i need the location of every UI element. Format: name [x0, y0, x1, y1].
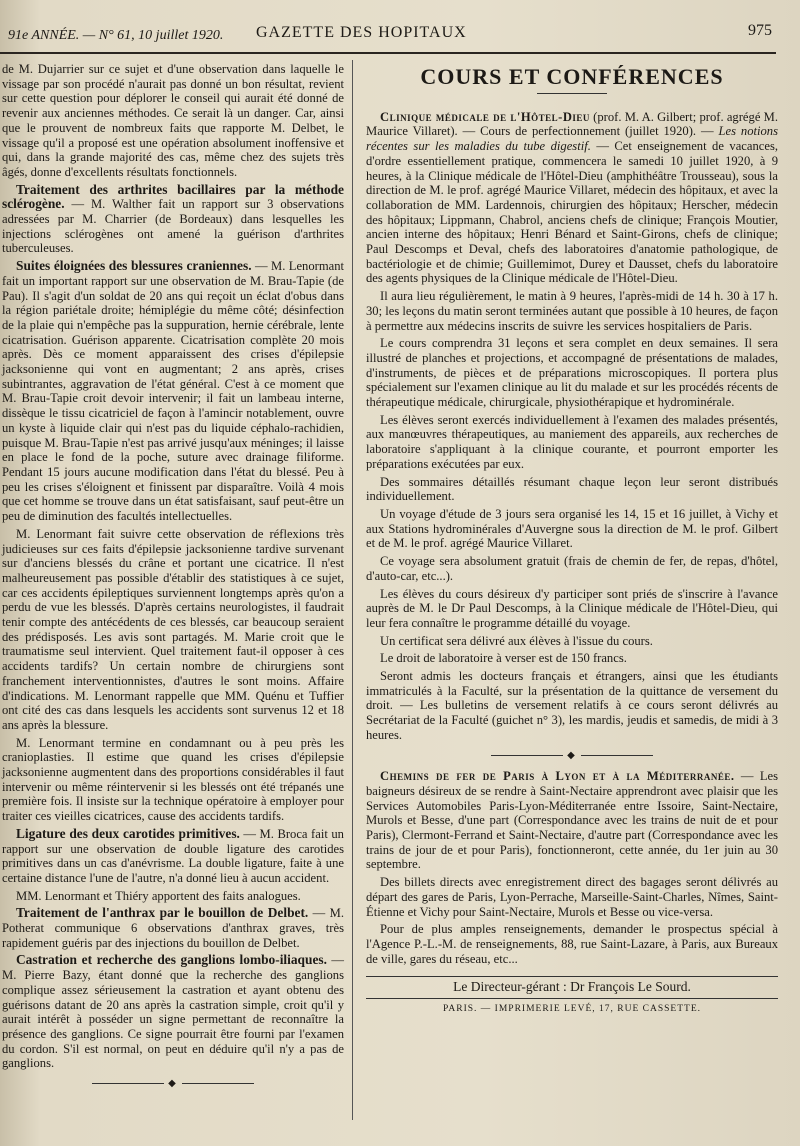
right-column [366, 62, 778, 1017]
section-carotides [2, 827, 344, 886]
clinique-details: — Cet enseignement de vacances, d'ordre essentiellement pratique, commencera le samedi 10 juillet 1920, à 9 heures, à la Clinique médicale de l'Hôtel-Dieu (amphithéâtre Trousseau), sous la direction de M. le prof. agrégé Maurice Villaret, médecin des hôpitaux, et avec la collaboration de MM. Lardennois, chirurgien des hôpitaux; Herscher, médecin des hôpitaux; Lippmann, Chabrol, anciens chefs de clinique; François Moutier, ancien interne des hôpitaux; Henri Bénard et Saint-Girons, chefs de clinique; Paul Descomps et Deval, chefs des laboratoires d'anatomie pathologique, de bactériologie et de chimie; Guillemimot, Durey et Dausset, chefs du laboratoire des agents physiques de la Clinique médicale de l'Hôtel-Dieu. [366, 139, 778, 286]
section-heading: Ligature des deux carotides primitives. [16, 825, 240, 841]
paragraph-renseignements: Pour de plus amples renseignements, demander le prospectus spécial à l'Agence P.-L.-M. de renseignements, 88, rue Saint-Lazare, à Paris, aux Bureaux de ville, gares du réseau, etc... [366, 922, 778, 966]
paragraph-lenormant: M. Lenormant fait suivre cette observation de réflexions très judicieuses sur ces faits d'épilepsie jacksonienne tardive survenant sur d'anciens blessés du crâne et portant une cicatrice. Il n'est malheureusement pas possible d'établir des statistiques à ce sujet, car ces accidents épileptiques surviennent longtemps après qu'on a perdu de vue les blessés. D'après certains neurologistes, il faudrait tenir compte des antécédents de ces blessés, car beaucoup seraient des prédisposés. Les avis sont partagés. M. Marie croit que le traumatisme seul intervient. Quel traitement faut-il opposer à ces accidents tardifs? Un certain nombre de chirurgiens sont franchement interventionnistes, d'autres le sont moins. Affaire d'indications. M. Lenormant rappelle que MM. Quénu et Tuffier ont cité des cas dans lesquels les accidents sont survenus 12 et 18 ans après la blessure. [2, 526, 344, 732]
page-number: 975 [748, 22, 772, 39]
section-heading: Traitement des arthrites bacillaires par la méthode sclérogène. [2, 181, 344, 212]
end-ornament: ◆ [2, 1077, 344, 1092]
paragraph-certificat: Un certificat sera délivré aux élèves à l'issue du cours. [380, 633, 653, 648]
director-signature: Le Directeur-gérant : Dr François Le Sourd. [366, 976, 778, 999]
journal-title: GAZETTE DES HOPITAUX [256, 24, 467, 41]
section-text: — M. Walther fait un rapport sur 3 observations adressées par M. Charrier (de Bordeaux) dans lesquelles les injections sclérogènes ont amené la guérison d'arthrites tuberculeuses. [2, 197, 344, 256]
railway-announcement [366, 769, 778, 872]
page-header [0, 0, 800, 56]
left-column [2, 62, 344, 1098]
paragraph-billets: Des billets directs avec enregistrement direct des bagages seront délivrés au départ des gares de Paris, Lyon-Perrache, Marseille-Saint-Charles, Nîmes, Saint-Étienne et Vichy pour Saint-Nectaire, Murols et Besse ou vice-versa. [366, 875, 778, 919]
section-anthrax [2, 906, 344, 950]
section-ornament: ◆ [366, 749, 778, 764]
course-topic: Les notions récentes sur les maladies du tube digestif. [366, 124, 778, 154]
section-heading: Suites éloignées des blessures craniennes. [16, 258, 252, 274]
paragraph-sommaires: Des sommaires détaillés résumant chaque leçon leur seront distribués individuellement. [366, 474, 778, 504]
paragraph-lecons: Le cours comprendra 31 leçons et sera complet en deux semaines. Il sera illustré de planches et projections, et accompagné de présentations de malades, d'instruments, de pièces et de préparations microscopiques. Il portera plus spécialement sur l'examen clinique au lit du malade et sur les procédés récents de thérapeutique médicale, chirurgicale, physiothérapique et hydrominérale. [366, 336, 778, 410]
railway-text: — Les baigneurs désireux de se rendre à Saint-Nectaire apprendront avec plaisir que les Services Automobiles Paris-Lyon-Méditerranée entre Issoire, Saint-Nectaire, Murols et Besse, d'une part (Correspondance avec les trains de nuit de et pour Paris), Clermont-Ferrand et Saint-Nectaire, d'autre part (Correspondance avec les trains de jour de et pour Paris), fonctionneront, cette année, du 1er juin au 30 septembre. [366, 769, 779, 872]
paragraph-admission: Seront admis les docteurs français et étrangers, ainsi que les étudiants immatriculés à la Faculté, sur la présentation de la quittance de versement du droit. — Les bulletins de versement relatifs à ce cours seront délivrés au Secrétariat de la Faculté (guichet n° 3), les mardis, jeudis et samedis, de midi à 3 heures. [366, 669, 778, 742]
paragraph-voyage: Un voyage d'étude de 3 jours sera organisé les 14, 15 et 16 juillet, à Vichy et aux Stations hydrominérales d'Auvergne sous la direction de M. le prof. Gilbert et de M. le prof. agrégé Maurice Villaret. [366, 506, 778, 551]
header-rule [0, 52, 776, 54]
section-heading: Castration et recherche des ganglions lombo-iliaques. [16, 952, 327, 968]
section-title: COURS ET CONFÉRENCES [420, 64, 724, 89]
clinique-heading: Clinique médicale de l'Hôtel-Dieu [380, 109, 590, 124]
column-divider [352, 60, 353, 1120]
clinique-announcement [366, 110, 778, 286]
paragraph-analogues: MM. Lenormant et Thiéry apportent des faits analogues. [16, 888, 301, 903]
paragraph-eleves: Les élèves seront exercés individuellement à l'examen des malades présentés, aux manœuvres thérapeutiques, au maniement des appareils, aux recherches de laboratoire s'appliquant à la clinique courante, et pourront emporter les préparations exécutées par eux. [366, 412, 778, 471]
paragraph-horaires: Il aura lieu régulièrement, le matin à 9 heures, l'après-midi de 14 h. 30 à 17 h. 30; les leçons du matin seront terminées autant que possible à 10 heures, de façon à permettre aux médecins inscrits de suivre les services hospitaliers de Paris. [366, 289, 778, 333]
section-heading: Traitement de l'anthrax par le bouillon de Delbet. [16, 905, 309, 921]
section-text: — M. Potherat communique 6 observations d'anthrax graves, très rapidement guéris par des injections du bouillon de Delbet. [2, 906, 344, 950]
issue-number: 91e ANNÉE. — N° 61, 10 juillet 1920. [8, 28, 224, 43]
section-blessures-craniennes [2, 259, 344, 524]
section-arthrites [2, 183, 344, 257]
paragraph-cranioplasties: M. Lenormant termine en condamnant ou à peu près les cranioplasties. Il estime que quand les crises d'épilepsie jacksonienne augmentent dans des proportions considérables il faut intervenir ou même réintervenir si les blessés ont été trépanés une première fois. Il insiste sur la technique opératoire à employer pour traiter ces vieilles cicatrices, cause des accidents tardifs. [2, 735, 344, 824]
section-text: — M. Pierre Bazy, étant donné que la recherche des ganglions complique assez sérieusement la castration et ayant obtenu des guérisons datant de 20 ans après la castration simple, croit qu'il y aurait intérêt à posséder un signe permettant de reconnaître la présence des ganglions. Ce signe pourrait être fourni par l'examen du cordon. S'il est normal, on peut en déduire qu'il n'y a pas de ganglions. [2, 953, 344, 1071]
printer-imprint: PARIS. — IMPRIMERIE LEVÉ, 17, RUE CASSETTE. [443, 1004, 701, 1015]
section-text: — M. Broca fait un rapport sur une observation de double ligature des carotides primitives dans un cas d'anévrisme. La double ligature, faite à une certaine distance l'une de l'autre, n'a donné lieu à aucun accident. [2, 826, 344, 885]
paragraph-inscription: Les élèves du cours désireux d'y participer sont priés de s'inscrire à l'avance auprès de M. le Dr Paul Descomps, à la Clinique médicale de l'Hôtel-Dieu, qui leur fera connaître le programme détaillé du voyage. [366, 586, 778, 630]
title-rule [537, 93, 607, 94]
paragraph-gratuit: Ce voyage sera absolument gratuit (frais de chemin de fer, de repas, d'hôtel, d'auto-car, etc...). [366, 554, 778, 583]
section-text: — M. Lenormant fait un important rapport sur une observation de M. Brau-Tapie (de Pau). Il s'agit d'un soldat de 20 ans qui reçoit un éclat d'obus dans la région pariétale droite; hémiplégie du même côté; désinfection de la plaie qui n'empêche pas la suppuration, hernie cérébrale, lente cicatrisation. Guérison apparente. Cicatrisation complète 20 mois après. Dès ce moment apparaissent des crises d'épilepsie jacksonienne qui vont en augmentant; 2 ans après, crises subintrantes, aggravation de l'état général. C'est à ce moment que M. Brau-Tapie croit devoir intervenir; il fait un lambeau interne, dissèque le tissu cicatriciel de façon à l'amincir notablement, ouvre un kyste à liquide clair qui n'est pas du liquide céphalo-rachidien, puisque M. Brau-Tapie n'est pas arrivé jusqu'aux méninges; il laisse en place le fond de la poche, suture avec drainage filiforme. Pendant 15 jours aucune modification dans l'état du blessé. Peu à peu les crises s'éloignent et finissent par disparaître. Voilà 4 mois que cet homme se trouve dans un état satisfaisant, sauf peut-être un peu de diminution des facultés intellectuelles. [2, 259, 345, 524]
section-castration [2, 953, 344, 1071]
clinique-intro: (prof. M. A. Gilbert; prof. agrégé M. Maurice Villaret). — Cours de perfectionnement (juillet 1920). — [366, 109, 778, 139]
paragraph-droit: Le droit de laboratoire à verser est de 150 francs. [380, 651, 627, 666]
railway-heading: Chemins de fer de Paris à Lyon et à la Méditerranée. [380, 769, 735, 784]
paragraph-vissage: de M. Dujarrier sur ce sujet et d'une observation dans laquelle le vissage par son procédé n'aurait pas donné un bon résultat, revient sur cette question pour déplorer le conseil qui aurait été donné de revenir aux anciennes méthodes. Ce serait là un danger. Car, ainsi que le prouvent de nombreux faits que rapporte M. Delbet, le vissage qu'il a proposé est une opération absolument inoffensive et qui, dans la grande majorité des cas, même chez des sujets très âgés, donne d'excellents résultats fonctionnels. [2, 62, 344, 179]
